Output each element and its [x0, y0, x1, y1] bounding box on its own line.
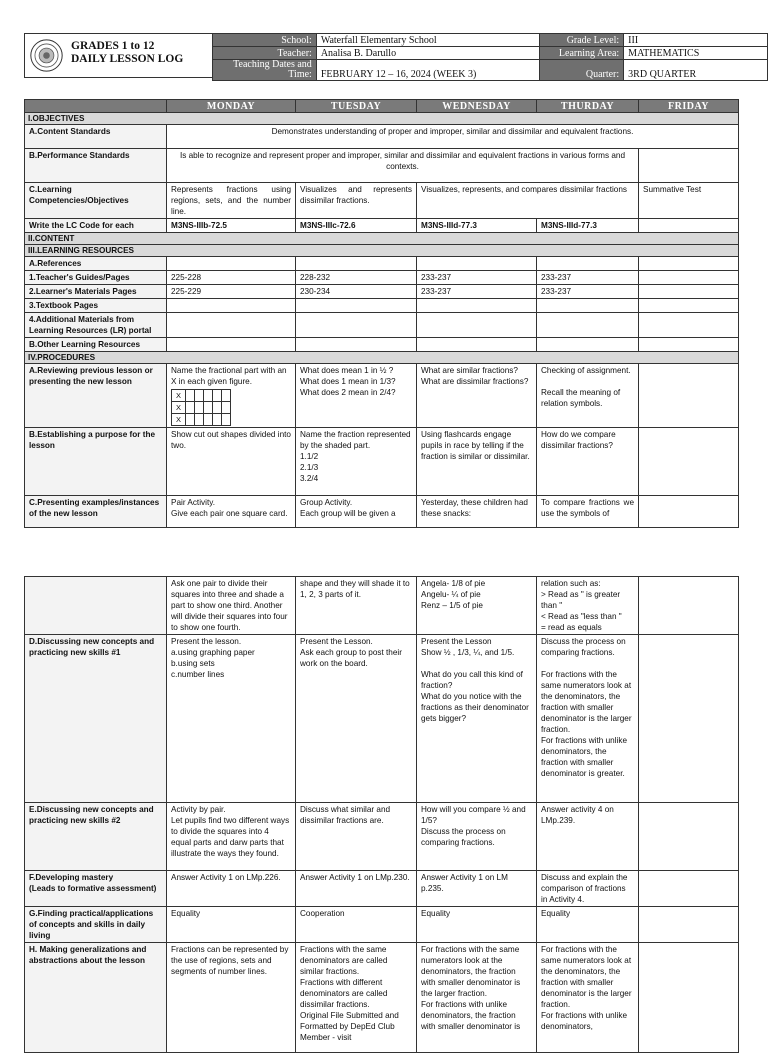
proc-c-continued-label: [25, 577, 167, 635]
competency-wed-thu: Visualizes, represents, and compares dissimilar fractions: [417, 183, 639, 219]
day-header-tuesday: TUESDAY: [296, 100, 417, 113]
label-other-resources: B.Other Learning Resources: [25, 338, 167, 352]
proc-c-tuesday: Group Activity. Each group will be given a: [296, 496, 417, 528]
tg-pages-wednesday: 233-237: [417, 271, 537, 285]
proc-h-wednesday: For fractions with the same numerators look at the denominators, the fraction with smaller denominator is the larger fraction. For fractions with unlike denominators, the fraction with smaller denominator is: [417, 943, 537, 1053]
label-proc-e: E.Discussing new concepts and practicing new skills #2: [25, 803, 167, 871]
proc-b-wednesday: Using flashcards engage pupils in race by telling if the fraction is similar or dissimilar.: [417, 428, 537, 496]
dates-label-2: Time:: [288, 69, 312, 80]
proc-c-monday: Pair Activity. Give each pair one square card.: [167, 496, 296, 528]
day-header-friday: FRIDAY: [639, 100, 739, 113]
header-info-table: [212, 33, 768, 81]
title-line-1: GRADES 1 to 12: [71, 40, 155, 52]
section-resources: III.LEARNING RESOURCES: [25, 245, 739, 257]
competency-monday: Represents fractions using regions, sets, and the number line.: [167, 183, 296, 219]
proc-e-wednesday: How will you compare ½ and 1/5? Discuss the process on comparing fractions.: [417, 803, 537, 871]
title-line-2: DAILY LESSON LOG: [71, 53, 184, 65]
lesson-log-table-page2: [24, 576, 739, 1053]
proc-b-thursday: How do we compare dissimilar fractions?: [537, 428, 639, 496]
label-learners-materials: 2.Learner's Materials Pages: [25, 285, 167, 299]
proc-g-tuesday: Cooperation: [296, 907, 417, 943]
label-proc-g: G.Finding practical/applications of concepts and skills in daily living: [25, 907, 167, 943]
area-label: Learning Area:: [540, 47, 624, 60]
label-proc-f: F.Developing mastery (Leads to formative assessment): [25, 871, 167, 907]
day-header-wednesday: WEDNESDAY: [417, 100, 537, 113]
competency-friday: Summative Test: [639, 183, 739, 219]
day-header-monday: MONDAY: [167, 100, 296, 113]
competency-tuesday: Visualizes and represents dissimilar fractions.: [296, 183, 417, 219]
proc-d-thursday: Discuss the process on comparing fractions. For fractions with the same numerators look at the denominators, the fraction with smaller denominator is the larger fraction. For fractions with unlike denominators, the fraction with smaller denominator is greater.: [537, 635, 639, 803]
dll-title: [71, 40, 183, 66]
lm-pages-wednesday: 233-237: [417, 285, 537, 299]
teacher-value: Analisa B. Darullo: [316, 47, 539, 60]
content-standards-text: Demonstrates understanding of proper and improper, similar and dissimilar and equivalent fractions.: [167, 125, 739, 149]
proc-f-thursday: Discuss and explain the comparison of fractions in Activity 4.: [537, 871, 639, 907]
label-proc-d: D.Discussing new concepts and practicing new skills #1: [25, 635, 167, 803]
proc-a-tuesday: What does mean 1 in ½ ? What does 1 mean in 1/3? What does 2 mean in 2/4?: [296, 364, 417, 428]
dates-value: FEBRUARY 12 – 16, 2024 (WEEK 3): [316, 60, 539, 81]
logo-box: [24, 33, 214, 78]
label-proc-h: H. Making generalizations and abstractions about the lesson: [25, 943, 167, 1053]
proc-f-monday: Answer Activity 1 on LMp.226.: [167, 871, 296, 907]
section-content: II.CONTENT: [25, 233, 739, 245]
x-mark-3: X: [172, 414, 186, 426]
tg-pages-monday: 225-228: [167, 271, 296, 285]
lc-code-monday: M3NS-IIIb-72.5: [167, 219, 296, 233]
label-proc-c: C.Presenting examples/instances of the new lesson: [25, 496, 167, 528]
proc-d-wednesday: Present the Lesson Show ½ , 1/3, ¼, and 1/5. What do you call this kind of fraction? What do you notice with the fractions as their denominator gets bigger?: [417, 635, 537, 803]
lc-code-tuesday: M3NS-IIIc-72.6: [296, 219, 417, 233]
label-proc-b: B.Establishing a purpose for the lesson: [25, 428, 167, 496]
label-content-standards: A.Content Standards: [25, 125, 167, 149]
proc-f-wednesday: Answer Activity 1 on LM p.235.: [417, 871, 537, 907]
proc-c2-thursday: relation such as: > Read as " is greater than " < Read as "less than " = read as equals: [537, 577, 639, 635]
day-header-blank: [25, 100, 167, 113]
lc-code-thursday: M3NS-IIId-77.3: [537, 219, 639, 233]
quarter-label: Quarter:: [540, 60, 624, 81]
proc-h-tuesday: Fractions with the same denominators are called similar fractions. Fractions with different denominators are called dissimilar fractions. Original File Submitted and Formatted by DepEd Club Member - visit: [296, 943, 417, 1053]
dll-header: [24, 33, 768, 78]
label-additional-materials: 4.Additional Materials from Learning Resources (LR) portal: [25, 313, 167, 338]
proc-c2-monday: Ask one pair to divide their squares into three and shade a part to show one third. Another will divide their squares into four to show one fourth.: [167, 577, 296, 635]
school-value: Waterfall Elementary School: [316, 34, 539, 47]
dates-label-1: Teaching Dates and: [233, 59, 312, 70]
section-objectives: I.OBJECTIVES: [25, 113, 739, 125]
proc-e-monday: Activity by pair. Let pupils find two different ways to divide the squares into 4 equal parts and darw parts that illustrate the ways they found.: [167, 803, 296, 871]
label-teachers-guide: 1.Teacher's Guides/Pages: [25, 271, 167, 285]
lesson-log-table-page1: [24, 99, 739, 528]
proc-a-wednesday: What are similar fractions? What are dissimilar fractions?: [417, 364, 537, 428]
dates-label: [213, 60, 317, 81]
label-references: A.References: [25, 257, 167, 271]
tg-pages-thursday: 233-237: [537, 271, 639, 285]
proc-c-thursday: To compare fractions we use the symbols of: [537, 496, 639, 528]
proc-a-thursday: Checking of assignment. Recall the meaning of relation symbols.: [537, 364, 639, 428]
tg-pages-tuesday: 228-232: [296, 271, 417, 285]
proc-d-monday: Present the lesson. a.using graphing paper b.using sets c.number lines: [167, 635, 296, 803]
proc-c2-tuesday: shape and they will shade it to 1, 2, 3 parts of it.: [296, 577, 417, 635]
section-procedures: IV.PROCEDURES: [25, 352, 739, 364]
proc-e-thursday: Answer activity 4 on LMp.239.: [537, 803, 639, 871]
teacher-label: Teacher:: [213, 47, 317, 60]
proc-d-tuesday: Present the Lesson. Ask each group to post their work on the board.: [296, 635, 417, 803]
lm-pages-thursday: 233-237: [537, 285, 639, 299]
proc-h-monday: Fractions can be represented by the use of regions, sets and segments of number lines.: [167, 943, 296, 1053]
label-textbook: 3.Textbook Pages: [25, 299, 167, 313]
proc-a-monday: [167, 364, 296, 428]
proc-g-thursday: Equality: [537, 907, 639, 943]
fraction-x-figures: [171, 389, 231, 426]
label-competencies: C.Learning Competencies/Objectives: [25, 183, 167, 219]
proc-e-tuesday: Discuss what similar and dissimilar fractions are.: [296, 803, 417, 871]
lc-code-friday: [639, 219, 739, 233]
label-lc-code: Write the LC Code for each: [25, 219, 167, 233]
area-value: MATHEMATICS: [624, 47, 768, 60]
proc-h-thursday: For fractions with the same numerators look at the denominators, the fraction with smaller denominator is the larger fraction. For fractions with unlike denominators,: [537, 943, 639, 1053]
grade-label: Grade Level:: [540, 34, 624, 47]
proc-b-monday: Show cut out shapes divided into two.: [167, 428, 296, 496]
label-proc-a: A.Reviewing previous lesson or presenting the new lesson: [25, 364, 167, 428]
performance-standards-text: Is able to recognize and represent proper and improper, similar and dissimilar and equivalent fractions in various forms and contexts.: [167, 149, 639, 183]
lc-code-wednesday: M3NS-IIId-77.3: [417, 219, 537, 233]
proc-b-tuesday: Name the fraction represented by the shaded part. 1.1/2 2.1/3 3.2/4: [296, 428, 417, 496]
proc-c-wednesday: Yesterday, these children had these snacks:: [417, 496, 537, 528]
grade-value: III: [624, 34, 768, 47]
x-mark-1: X: [172, 390, 186, 402]
day-header-thursday: THURDAY: [537, 100, 639, 113]
label-performance-standards: B.Performance Standards: [25, 149, 167, 183]
proc-c2-wednesday: Angela- 1/8 of pie Angelu- ¼ of pie Renz – 1/5 of pie: [417, 577, 537, 635]
deped-seal-icon: [30, 39, 63, 72]
lm-pages-monday: 225-229: [167, 285, 296, 299]
proc-g-wednesday: Equality: [417, 907, 537, 943]
performance-standards-friday: [639, 149, 739, 183]
proc-a-monday-text: Name the fractional part with an X in each given figure.: [171, 366, 287, 386]
proc-f-tuesday: Answer Activity 1 on LMp.230.: [296, 871, 417, 907]
lm-pages-tuesday: 230-234: [296, 285, 417, 299]
x-mark-2: X: [172, 402, 186, 414]
school-label: School:: [213, 34, 317, 47]
quarter-value: 3RD QUARTER: [624, 60, 768, 81]
proc-g-monday: Equality: [167, 907, 296, 943]
